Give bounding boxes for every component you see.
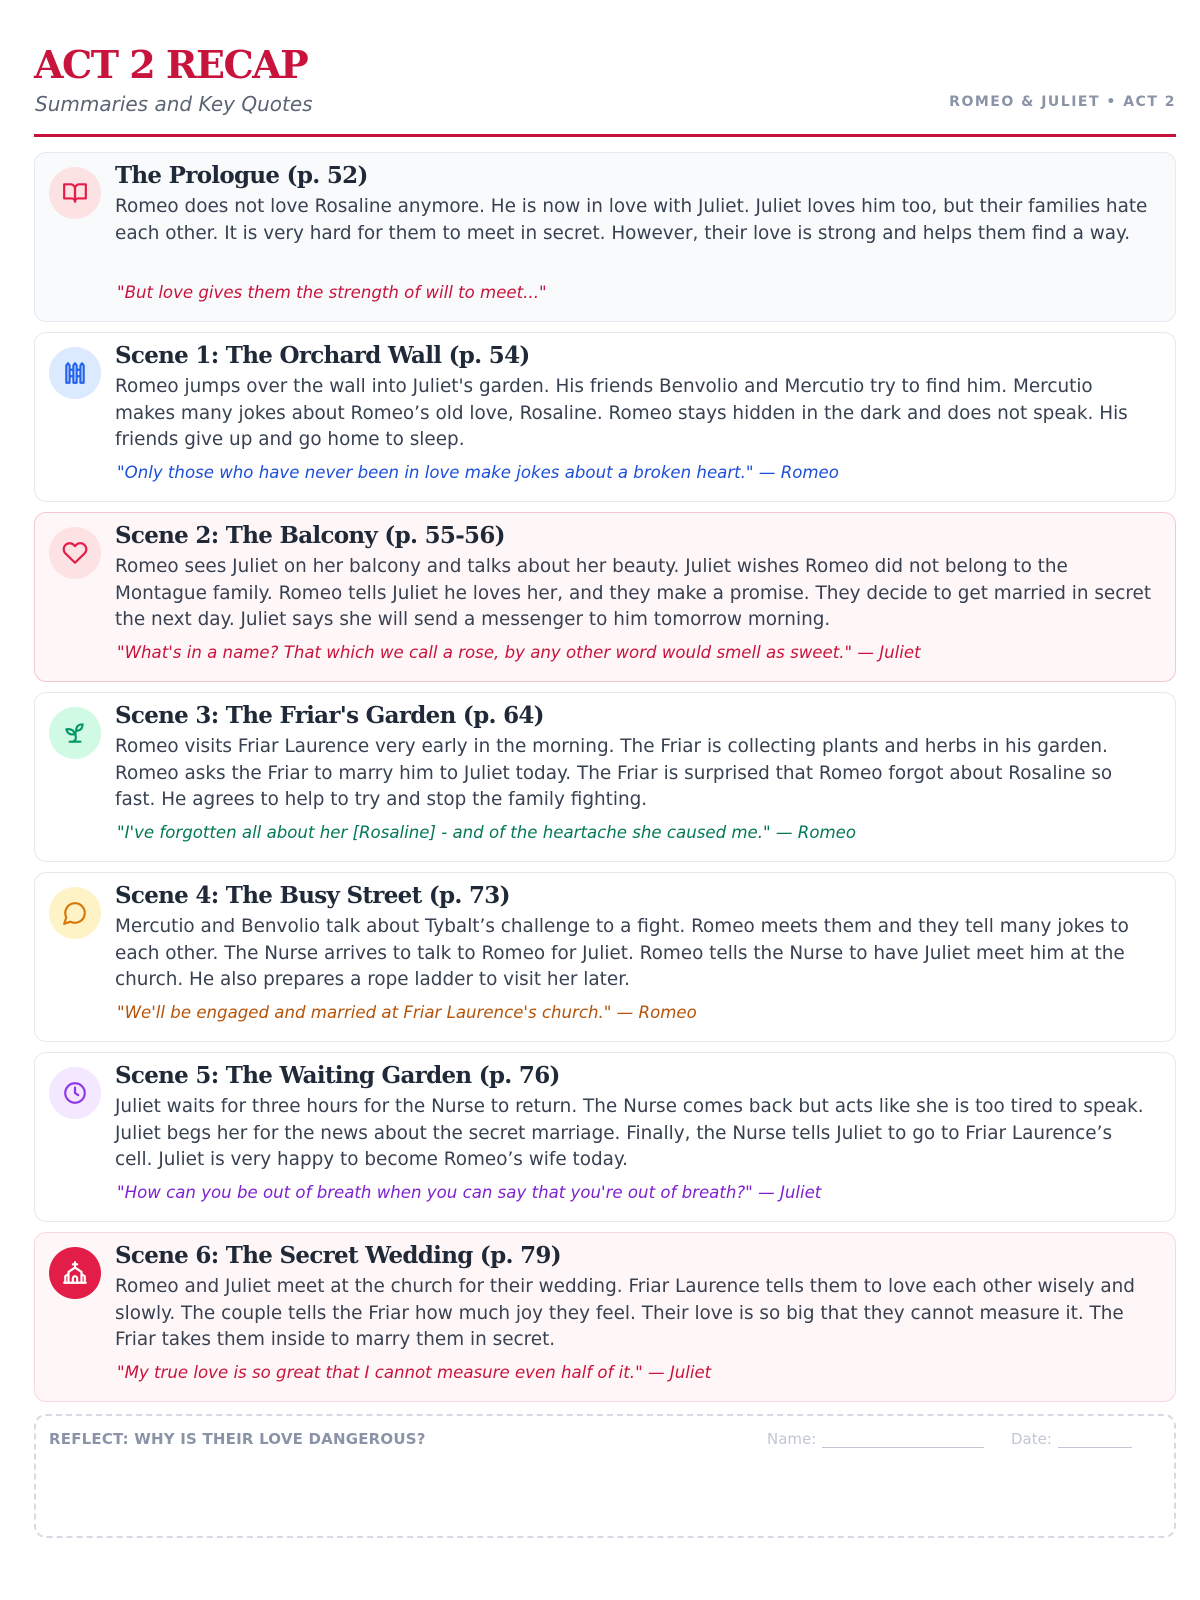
reflect-box[interactable] [34,1414,1176,1538]
scene-card-1 [34,332,1176,502]
date-line[interactable] [1058,1433,1132,1448]
scene-card-3 [34,692,1176,862]
scene-card-2 [34,512,1176,682]
scene-quote: "But love gives them the strength of will to meet..." [117,283,547,302]
scene-summary: Romeo and Juliet meet at the church for their wedding. Friar Laurence tells them to love each other wisely and slowly. The couple tells the Friar how much joy they feel. Their love is so big that they cannot measure it. The Friar takes them inside to marry them in secret. [115,1276,1135,1350]
header [34,36,1176,137]
church-icon [49,1247,101,1299]
scene-quote: "We'll be engaged and married at Friar Laurence's church." — Romeo [117,1003,697,1022]
name-field[interactable] [767,1430,984,1448]
scene-quote: "I've forgotten all about her [Rosaline] - and of the heartache she caused me." — Romeo [117,823,857,842]
name-label: Name: [767,1430,817,1448]
scene-title: Scene 2: The Balcony (p. 55-56) [115,522,505,549]
scene-title: Scene 1: The Orchard Wall (p. 54) [115,342,530,369]
scene-summary: Romeo jumps over the wall into Juliet's garden. His friends Benvolio and Mercutio try to find him. Mercutio makes many jokes about Romeo’s old love, Rosaline. Romeo stays hidden in the dark and does not speak. His friends give up and go home to sleep. [115,376,1128,450]
page-title: ACT 2 RECAP [34,42,308,87]
scene-quote: "What's in a name? That which we call a rose, by any other word would smell as sweet." — Juliet [117,643,921,662]
scene-summary: Romeo does not love Rosaline anymore. He is now in love with Juliet. Juliet loves him too, but their families hate each other. It is very hard for them to meet in secret. However, their love is strong and helps them find a way. [115,196,1148,244]
fence-icon [49,347,101,399]
page-subtitle: Summaries and Key Quotes [35,92,313,116]
scene-summary: Mercutio and Benvolio talk about Tybalt’s challenge to a fight. Romeo meets them and they tell many jokes to each other. The Nurse arrives to talk to Romeo for Juliet. Romeo tells the Nurse to have Juliet meet him at the church. He also prepares a rope ladder to visit her later. [115,916,1129,990]
scene-title: Scene 4: The Busy Street (p. 73) [115,882,510,909]
scene-summary: Romeo visits Friar Laurence very early in the morning. The Friar is collecting plants and herbs in his garden. Romeo asks the Friar to marry him to Juliet today. The Friar is surprised that Romeo forgot about Rosaline so fast. He agrees to help to try and stop the family fighting. [115,736,1113,810]
scene-quote: "My true love is so great that I cannot measure even half of it." — Juliet [117,1363,712,1382]
header-meta: ROMEO & JULIET • ACT 2 [949,94,1176,110]
clock-icon [49,1067,101,1119]
scene-card-prologue [34,152,1176,322]
speech-bubble-icon [49,887,101,939]
scene-title: Scene 6: The Secret Wedding (p. 79) [115,1242,561,1269]
scene-card-4 [34,872,1176,1042]
scene-card-6 [34,1232,1176,1402]
date-field[interactable] [1011,1430,1132,1448]
heart-icon [49,527,101,579]
scene-title: The Prologue (p. 52) [115,162,368,189]
scene-quote: "How can you be out of breath when you can say that you're out of breath?" — Juliet [117,1183,822,1202]
reflect-prompt: REFLECT: WHY IS THEIR LOVE DANGEROUS? [49,1430,426,1448]
date-label: Date: [1011,1430,1052,1448]
sprout-icon [49,707,101,759]
worksheet-page [34,36,1176,1448]
scene-card-5 [34,1052,1176,1222]
open-book-icon [49,167,101,219]
scene-summary: Juliet waits for three hours for the Nurse to return. The Nurse comes back but acts like she is too tired to speak. Juliet begs her for the news about the secret marriage. Finally, the Nurse tells Juliet to go to Friar Laurence’s cell. Juliet is very happy to become Romeo’s wife today. [115,1096,1144,1170]
scene-summary: Romeo sees Juliet on her balcony and talks about her beauty. Juliet wishes Romeo did not belong to the Montague family. Romeo tells Juliet he loves her, and they make a promise. They decide to get married in secret the next day. Juliet says she will send a messenger to him tomorrow morning. [115,556,1152,630]
scene-title: Scene 5: The Waiting Garden (p. 76) [115,1062,560,1089]
scene-title: Scene 3: The Friar's Garden (p. 64) [115,702,544,729]
name-line[interactable] [822,1433,984,1448]
scene-quote: "Only those who have never been in love make jokes about a broken heart." — Romeo [117,463,839,482]
